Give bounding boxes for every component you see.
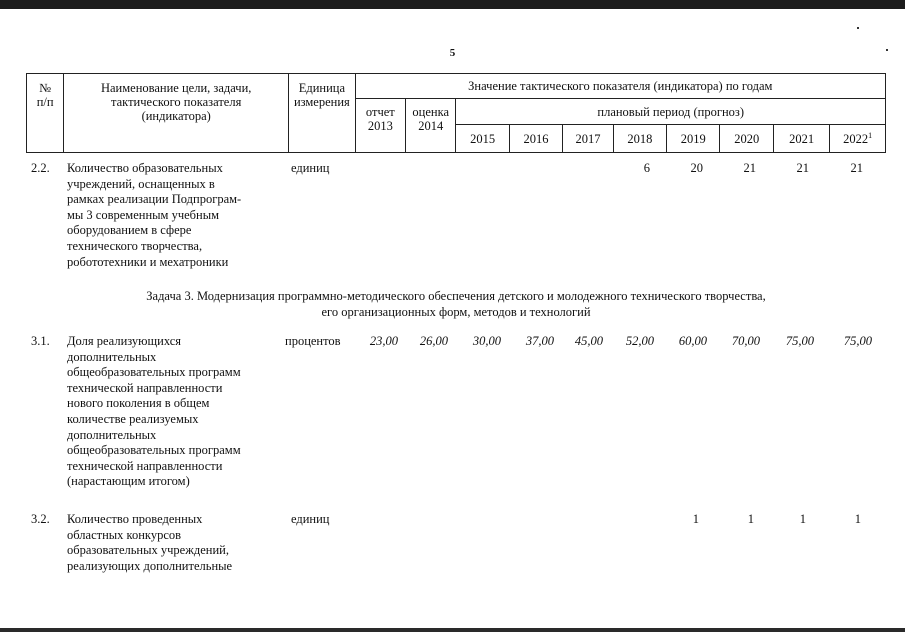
scan-bottom-border [0, 628, 905, 632]
col-header-year: 2016 [509, 125, 562, 153]
indicator-table-header [26, 73, 886, 153]
value-2022: 21 [850, 161, 863, 175]
col-header-year: 2018 [613, 125, 666, 153]
value-2022: 75,00 [843, 334, 872, 348]
value-2018: 6 [643, 161, 650, 175]
page-number: 5 [449, 47, 456, 59]
col-header-year: 2020 [720, 125, 773, 153]
value-2013: 23,00 [369, 334, 398, 348]
value-2020: 70,00 [731, 334, 760, 348]
scan-speck [857, 27, 859, 29]
col-header-number: № п/п [27, 74, 64, 153]
footnote-marker: 1 [868, 130, 873, 140]
col-header-year: 2021 [773, 125, 829, 153]
col-header-planned-period: плановый период (прогноз) [456, 99, 886, 125]
col-header-year-2022 [830, 125, 886, 153]
indicator-name: Количество образовательных учреждений, оснащенных в рамках реализации Подпрограм- мы 3 современным учебным оборудованием в сфере технического творчества, робототехники и мехатроники [67, 161, 242, 269]
col-header-year: 2017 [563, 125, 613, 153]
col-header-year: 2015 [456, 125, 509, 153]
value-2015: 30,00 [472, 334, 501, 348]
unit: процентов [285, 334, 341, 348]
scan-top-border [0, 0, 905, 9]
value-2021: 21 [796, 161, 809, 175]
row-number: 2.2. [31, 161, 50, 175]
value-2020: 1 [747, 512, 754, 526]
value-2014: 26,00 [419, 334, 448, 348]
value-2021: 75,00 [785, 334, 814, 348]
col-header-name: Наименование цели, задачи, тактического показателя (индикатора) [64, 74, 289, 153]
col-header-estimate-2014: оценка 2014 [406, 99, 456, 153]
value-2017: 45,00 [574, 334, 603, 348]
value-2016: 37,00 [525, 334, 554, 348]
row-number: 3.2. [31, 512, 50, 526]
value-2019: 20 [690, 161, 703, 175]
row-number: 3.1. [31, 334, 50, 348]
indicator-name: Количество проведенных областных конкурсов образовательных учреждений, реализующих дополнительные [67, 512, 233, 573]
col-header-year: 2019 [667, 125, 720, 153]
value-2021: 1 [799, 512, 806, 526]
unit: единиц [291, 512, 330, 526]
task-section-heading: Задача 3. Модернизация программно-методического обеспечения детского и молодежного технического творчества, его организационных форм, методов и технологий [146, 289, 766, 319]
value-2018: 52,00 [625, 334, 654, 348]
col-header-values-title: Значение тактического показателя (индикатора) по годам [355, 74, 885, 99]
col-header-report-2013: отчет 2013 [355, 99, 405, 153]
col-header-unit: Единица измерения [289, 74, 356, 153]
unit: единиц [291, 161, 330, 175]
indicator-name: Доля реализующихся дополнительных общеобразовательных программ технической направленности нового поколения в общем количестве реализуемых дополнительных общеобразовательных программ технической направленности (нарастающим итогом) [67, 334, 241, 489]
value-2019: 1 [692, 512, 699, 526]
value-2019: 60,00 [678, 334, 707, 348]
value-2020: 21 [743, 161, 756, 175]
year-label: 2022 [843, 131, 869, 146]
value-2022: 1 [854, 512, 861, 526]
